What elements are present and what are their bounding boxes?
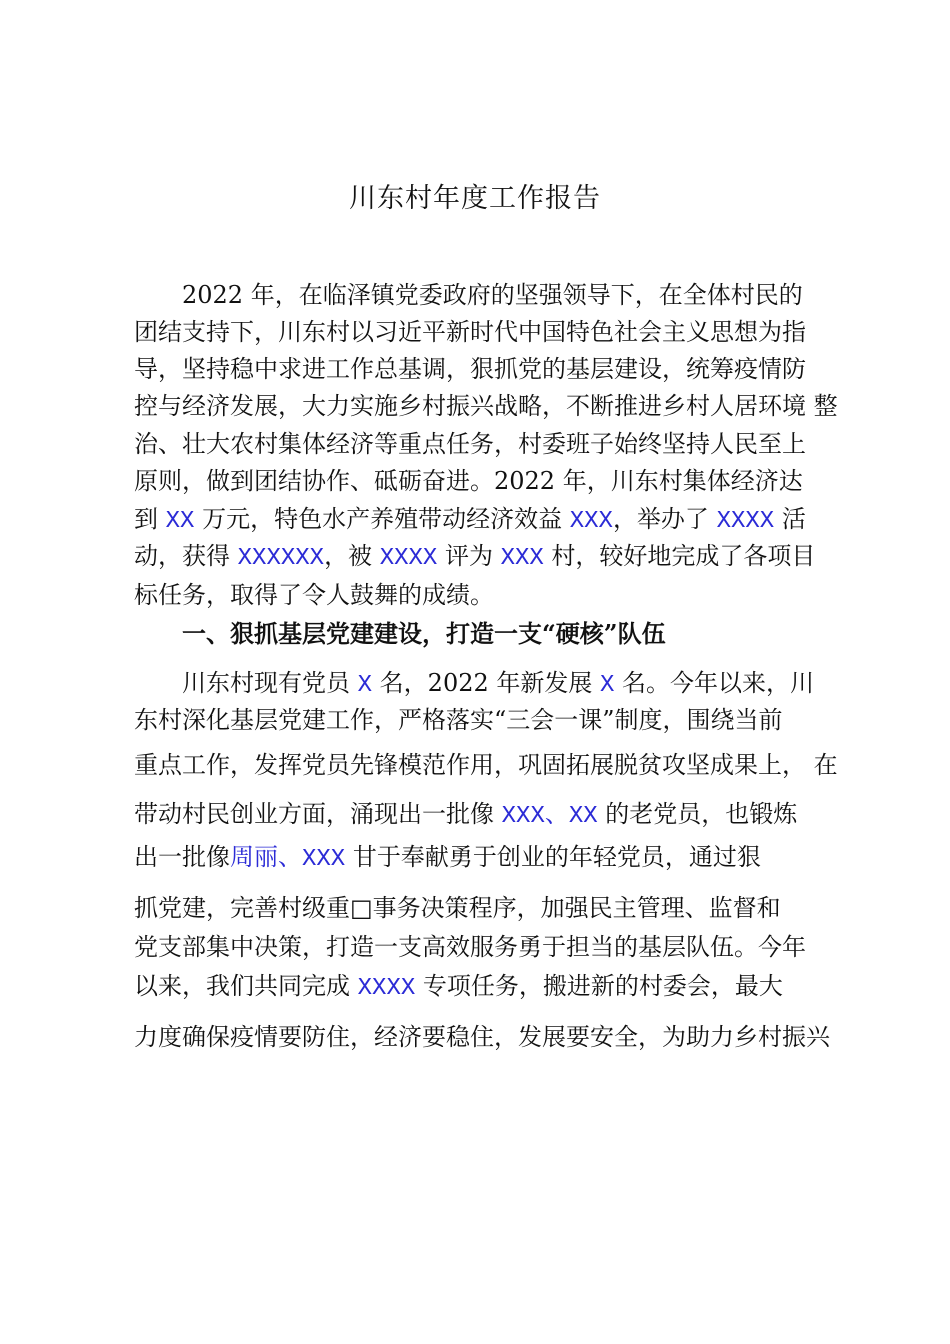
text-line bbox=[134, 1022, 830, 1052]
text-segment: 力度确保疫情要防住，经济要稳住，发展要安全，为助力乡村振兴 bbox=[134, 1023, 830, 1051]
placeholder-value: XXXX bbox=[379, 545, 438, 572]
placeholder-value: XX bbox=[165, 508, 195, 535]
placeholder-value: XXXXXX bbox=[237, 545, 325, 572]
text-line bbox=[134, 429, 806, 459]
text-line bbox=[182, 280, 803, 310]
text-line bbox=[134, 705, 783, 735]
text-segment: 评为 bbox=[437, 542, 501, 570]
text-segment: 党支部集中决策，打造一支高效服务勇于担当的基层队伍。今年 bbox=[134, 933, 806, 961]
text-segment: 名。今年以来，川 bbox=[614, 669, 815, 697]
text-segment: 名，2022 年新发展 bbox=[372, 669, 601, 697]
placeholder-value: XXXX bbox=[357, 975, 416, 1002]
text-segment: ，被 bbox=[324, 542, 380, 570]
placeholder-value: XXXX bbox=[716, 508, 775, 535]
text-segment: 的老党员，也锻炼 bbox=[597, 800, 798, 828]
text-segment: 以来，我们共同完成 bbox=[134, 972, 358, 1000]
text-line bbox=[134, 893, 781, 923]
text-line bbox=[134, 750, 838, 780]
text-segment: 专项任务，搬进新的村委会，最大 bbox=[415, 972, 783, 1000]
text-line bbox=[134, 504, 806, 537]
text-segment: 动，获得 bbox=[134, 542, 238, 570]
text-segment: 带动村民创业方面，涌现出一批像 bbox=[134, 800, 502, 828]
text-segment: 万元，特色水产养殖带动经济效益 bbox=[194, 505, 570, 533]
text-segment: 东村深化基层党建工作，严格落实“三会一课”制度，围绕当前 bbox=[134, 706, 783, 734]
text-segment: 控与经济发展，大力实施乡村振兴战略，不断推进乡村人居环境 整 bbox=[134, 392, 838, 420]
text-segment: 导，坚持稳中求进工作总基调，狠抓党的基层建设，统筹疫情防 bbox=[134, 355, 806, 383]
placeholder-value: XXX bbox=[500, 545, 544, 572]
text-segment: 团结支持下，川东村以习近平新时代中国特色社会主义思想为指 bbox=[134, 318, 806, 346]
text-segment: 到 bbox=[134, 505, 166, 533]
text-segment: 治、壮大农村集体经济等重点任务，村委班子始终坚持人民至上 bbox=[134, 430, 806, 458]
text-segment: 标任务，取得了令人鼓舞的成绩。 bbox=[134, 581, 494, 609]
text-segment: 活 bbox=[774, 505, 806, 533]
text-line bbox=[134, 317, 806, 347]
text-segment: 重点工作，发挥党员先锋模范作用，巩固拓展脱贫攻坚成果上， 在 bbox=[134, 751, 838, 779]
placeholder-value: XXX bbox=[569, 508, 613, 535]
text-line bbox=[134, 391, 838, 421]
text-segment: 川东村现有党员 bbox=[182, 669, 358, 697]
text-line bbox=[134, 799, 797, 832]
document-title: 川东村年度工作报告 bbox=[349, 183, 601, 214]
text-segment: 甘于奉献勇于创业的年轻党员，通过狠 bbox=[345, 843, 761, 871]
section1-heading: 一、狠抓基层党建建设，打造一支“硬核”队伍 bbox=[182, 619, 666, 648]
text-line bbox=[134, 932, 806, 962]
placeholder-value: 周丽、XXX bbox=[230, 846, 346, 873]
text-line bbox=[134, 842, 761, 875]
placeholder-value: XXX、XX bbox=[501, 803, 598, 830]
placeholder-value: X bbox=[600, 672, 615, 699]
text-segment: 2022 年，在临泽镇党委政府的坚强领导下，在全体村民的 bbox=[182, 281, 803, 309]
text-segment: 抓党建，完善村级重□事务决策程序，加强民主管理、监督和 bbox=[134, 894, 781, 922]
text-line bbox=[182, 668, 814, 701]
text-line bbox=[134, 354, 806, 384]
text-segment: 原则，做到团结协作、砥砺奋进。2022 年，川东村集体经济达 bbox=[134, 467, 803, 495]
text-segment: 村，较好地完成了各项目 bbox=[543, 542, 816, 570]
text-line bbox=[134, 466, 803, 496]
text-line bbox=[134, 541, 815, 574]
text-line bbox=[134, 971, 783, 1004]
text-segment: 出一批像 bbox=[134, 843, 230, 871]
text-segment: ，举办了 bbox=[612, 505, 717, 533]
text-line bbox=[134, 580, 494, 610]
placeholder-value: X bbox=[357, 672, 373, 699]
